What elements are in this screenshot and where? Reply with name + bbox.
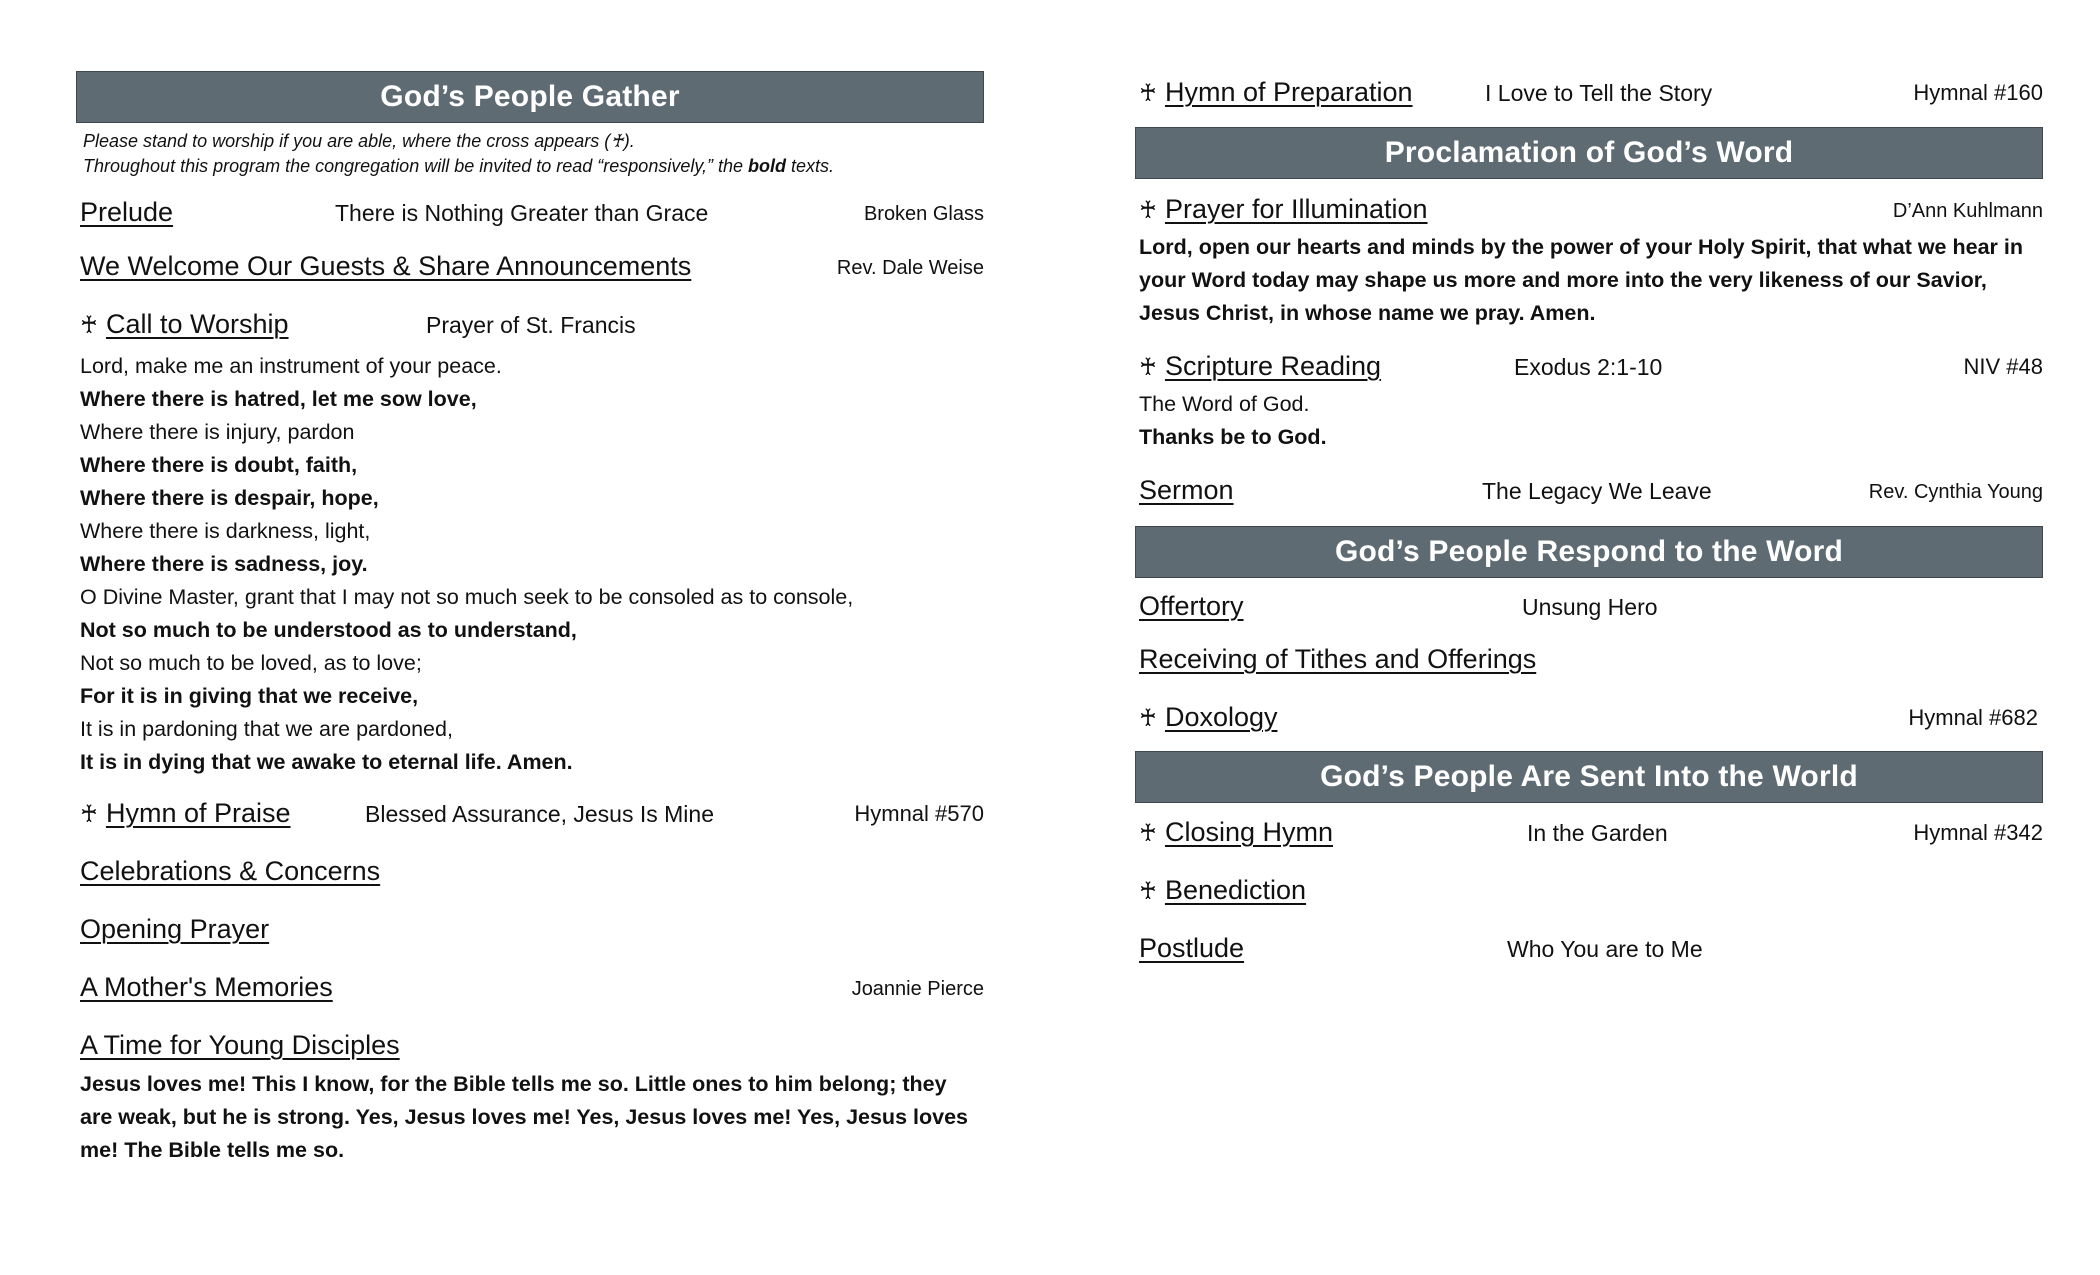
item-piece: There is Nothing Greater than Grace xyxy=(335,200,709,226)
item-piece: Exodus 2:1-10 xyxy=(1514,354,1663,380)
prayer-line: Lord, make me an instrument of your peace. xyxy=(80,354,502,378)
section-header-proclamation: Proclamation of God’s Word xyxy=(1135,127,2043,179)
instruction-line-1: Please stand to worship if you are able, where the cross appears (♰). xyxy=(83,131,635,151)
prayer-line: Not so much to be understood as to understand, xyxy=(80,618,577,642)
prayer-line: For it is in giving that we receive, xyxy=(80,684,419,708)
item-piece: Prayer of St. Francis xyxy=(426,312,636,338)
prayer-line: Where there is despair, hope, xyxy=(80,486,379,510)
item-title: ♰ Closing Hymn xyxy=(1139,817,1334,847)
item-piece: The Legacy We Leave xyxy=(1482,478,1712,504)
cross-icon: ♰ xyxy=(1139,354,1157,381)
item-mothers-memories xyxy=(80,971,984,1007)
section-header-sent: God’s People Are Sent Into the World xyxy=(1135,751,2043,803)
section-header-gather: God’s People Gather xyxy=(76,71,984,123)
prayer-line: Not so much to be loved, as to love; xyxy=(80,651,422,675)
item-postlude xyxy=(1139,932,2043,968)
cross-icon: ♰ xyxy=(1139,878,1157,905)
section-header-respond: God’s People Respond to the Word xyxy=(1135,526,2043,578)
item-credit: NIV #48 xyxy=(1963,354,2043,379)
item-title: Offertory xyxy=(1139,591,1244,621)
item-title: ♰ Hymn of Preparation xyxy=(1139,77,1413,107)
item-title: ♰ Scripture Reading xyxy=(1139,351,1382,381)
item-piece: In the Garden xyxy=(1527,820,1668,846)
young-disciples-text: Jesus loves me! This I know, for the Bible tells me so. Little ones to him belong; they are weak, but he is strong. Yes, Jesus loves me! Yes, Jesus loves me! Yes, Jesus loves me! The Bible tells me so. xyxy=(80,1072,968,1162)
item-title: Prelude xyxy=(80,197,174,227)
instruction-line-2: Throughout this program the congregation will be invited to read “responsively,” the bold texts. xyxy=(83,156,835,176)
item-title: ♰ Call to Worship xyxy=(80,309,289,339)
item-hymn-of-praise xyxy=(80,797,984,833)
item-young-disciples xyxy=(80,1029,984,1065)
item-credit: Hymnal #160 xyxy=(1913,80,2043,105)
item-credit: Rev. Dale Weise xyxy=(836,257,984,279)
illumination-prayer-text: Lord, open our hearts and minds by the power of your Holy Spirit, that what we hear in your Word today may shape us more and more into the very likeness of our Savior, Jesus Christ, in whose name we pray. Amen. xyxy=(1139,235,2023,325)
item-title: We Welcome Our Guests & Share Announcements xyxy=(80,251,692,281)
item-title: Receiving of Tithes and Offerings xyxy=(1139,644,1537,674)
item-credit: Hymnal #682 xyxy=(1908,705,2038,730)
item-scripture-reading xyxy=(1139,350,2043,386)
item-opening-prayer xyxy=(80,913,984,949)
item-piece: Unsung Hero xyxy=(1522,594,1658,620)
cross-icon: ♰ xyxy=(80,801,98,828)
item-title: ♰ Doxology xyxy=(1139,702,1278,732)
item-credit: Hymnal #342 xyxy=(1913,820,2043,845)
prayer-line: Where there is injury, pardon xyxy=(80,420,355,444)
item-closing-hymn xyxy=(1139,816,2043,852)
worship-instructions xyxy=(83,129,834,179)
item-prelude xyxy=(80,196,984,232)
item-piece: I Love to Tell the Story xyxy=(1485,80,1713,106)
scripture-response-line: The Word of God. xyxy=(1139,392,1310,416)
item-piece: Blessed Assurance, Jesus Is Mine xyxy=(365,801,714,827)
item-benediction xyxy=(1139,874,2043,910)
item-title: A Time for Young Disciples xyxy=(80,1030,400,1060)
cross-icon: ♰ xyxy=(1139,197,1157,224)
item-credit: D’Ann Kuhlmann xyxy=(1892,200,2043,222)
item-call-to-worship xyxy=(80,308,984,344)
item-title: A Mother's Memories xyxy=(80,972,333,1002)
item-title: Postlude xyxy=(1139,933,1245,963)
item-title: Celebrations & Concerns xyxy=(80,856,381,886)
prayer-line: O Divine Master, grant that I may not so much seek to be consoled as to console, xyxy=(80,585,854,609)
cross-icon: ♰ xyxy=(1139,80,1157,107)
prayer-line: It is in dying that we awake to eternal life. Amen. xyxy=(80,750,573,774)
cross-icon: ♰ xyxy=(80,312,98,339)
item-celebrations xyxy=(80,855,984,891)
item-prayer-for-illumination xyxy=(1139,193,2043,229)
prayer-line: Where there is darkness, light, xyxy=(80,519,371,543)
prayer-line: Where there is sadness, joy. xyxy=(80,552,368,576)
item-title: ♰ Benediction xyxy=(1139,875,1307,905)
item-title: ♰ Prayer for Illumination xyxy=(1139,194,1428,224)
scripture-response-line: Thanks be to God. xyxy=(1139,425,1327,449)
cross-icon: ♰ xyxy=(1139,705,1157,732)
item-credit: Hymnal #570 xyxy=(854,801,984,826)
item-hymn-of-preparation xyxy=(1139,76,2043,112)
item-doxology xyxy=(1139,701,2043,737)
item-credit: Rev. Cynthia Young xyxy=(1868,481,2043,503)
item-welcome xyxy=(80,250,984,286)
prayer-line: Where there is hatred, let me sow love, xyxy=(80,387,477,411)
item-title: Opening Prayer xyxy=(80,914,270,944)
item-piece: Who You are to Me xyxy=(1507,936,1703,962)
item-title: Sermon xyxy=(1139,475,1234,505)
item-sermon xyxy=(1139,474,2043,510)
prayer-line: It is in pardoning that we are pardoned, xyxy=(80,717,453,741)
item-credit: Broken Glass xyxy=(863,203,984,225)
item-title: ♰ Hymn of Praise xyxy=(80,798,291,828)
item-tithes-offerings xyxy=(1139,643,2043,679)
item-offertory xyxy=(1139,590,2043,626)
cross-icon: ♰ xyxy=(1139,820,1157,847)
prayer-line: Where there is doubt, faith, xyxy=(80,453,358,477)
item-credit: Joannie Pierce xyxy=(851,978,984,1000)
